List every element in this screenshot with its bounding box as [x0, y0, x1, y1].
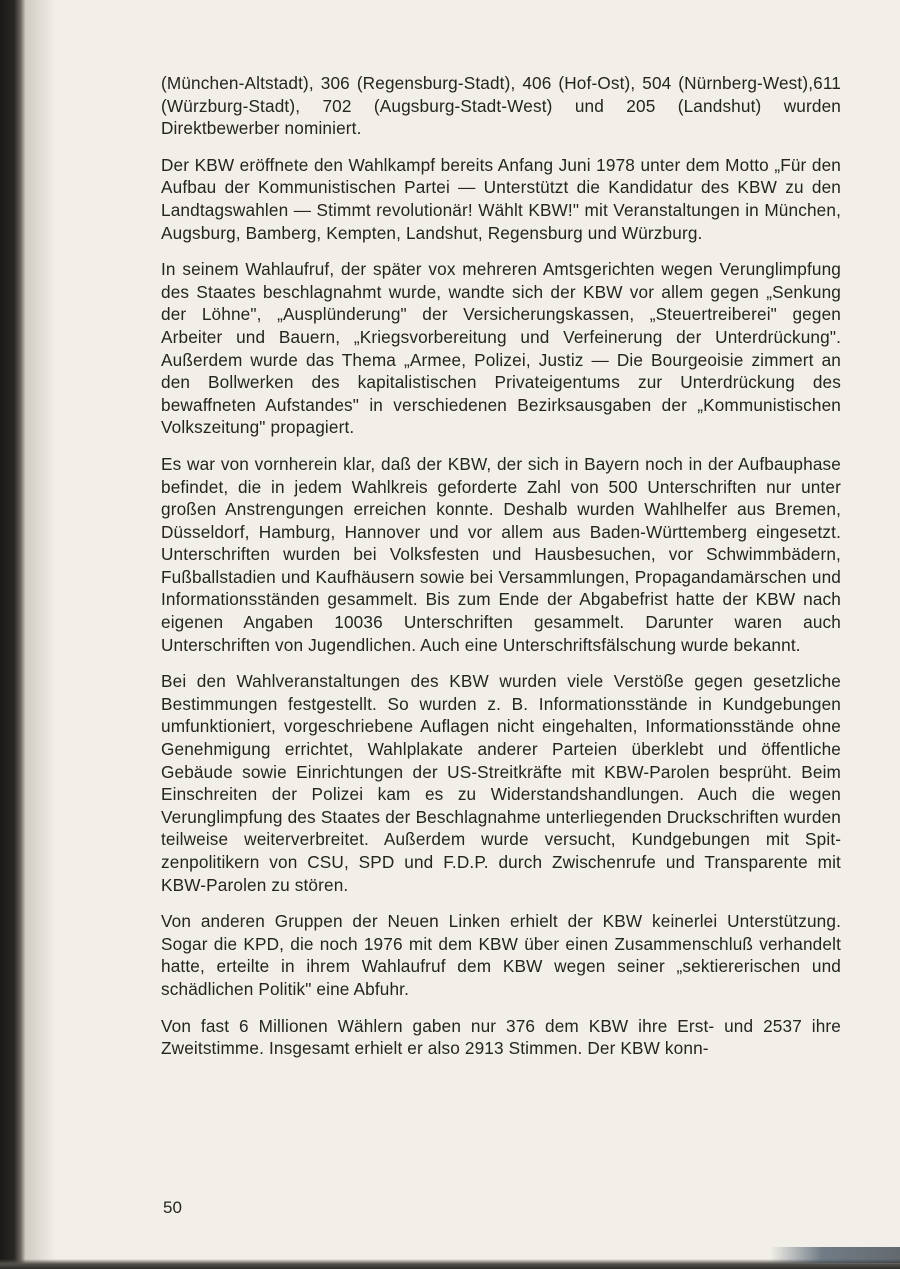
- paragraph-1: (München-Altstadt), 306 (Regensburg-Stadt), 406 (Hof-Ost), 504 (Nürnberg-West),611 (Würzburg-Stadt), 702 (Augsburg-Stadt-West) und 205 (Landshut) wurden Direktbewerber nominiert.: [161, 73, 841, 139]
- book-spine-shadow: [0, 0, 26, 1269]
- paragraph-5: Bei den Wahlveranstaltungen des KBW wurden viele Verstöße gegen gesetzliche Bestimmungen festgestellt. So wurden z. B. Informationsstände in Kundgebungen umfunktioniert, vorgeschriebene Auflagen nicht eingehalten, Informationsstände ohne Genehmigung errichtet, Wahlplakate anderer Parteien überklebt und öffentliche Gebäude sowie Einrichtungen der US-Streitkräfte mit KBW-Parolen besprüht. Beim Einschreiten der Polizei kam es zu Widerstandshandlungen. Auch die wegen Verunglimpfung des Staates der Beschlagnahme unterliegenden Druckschriften wurden teilweise weiterverbreitet. Außerdem wurde versucht, Kundgebungen mit Spitzenpolitikern von CSU, SPD und F.D.P. durch Zwischenrufe und Transparente mit KBW-Parolen zu stören.: [161, 671, 841, 895]
- scan-corner-artifact: [770, 1247, 900, 1263]
- page-bottom-edge: [0, 1259, 900, 1269]
- paragraph-2: Der KBW eröffnete den Wahlkampf bereits Anfang Juni 1978 unter dem Motto „Für den Aufbau der Kommunistischen Partei — Unterstützt die Kandidatur des KBW zu den Landtagswahlen — Stimmt revolutionär! Wählt KBW!" mit Veranstaltungen in München, Augsburg, Bamberg, Kempten, Landshut, Regensburg und Würzburg.: [161, 154, 841, 243]
- paragraph-4: Es war von vornherein klar, daß der KBW, der sich in Bayern noch in der Aufbauphase befindet, die in jedem Wahlkreis geforderte Zahl von 500 Unterschriften nur unter großen Anstrengungen erreichen konnte. Deshalb wurden Wahlhelfer aus Bremen, Düsseldorf, Hamburg, Hannover und vor allem aus Baden-Württemberg eingesetzt. Unterschriften wurden bei Volksfesten und Hausbesuchen, vor Schwimmbädern, Fußballstadien und Kaufhäusern sowie bei Versammlungen, Propagandamärschen und Informationsständen gesammelt. Bis zum Ende der Abgabefrist hatte der KBW nach eigenen Angaben 10036 Unterschriften gesammelt. Darunter waren auch Unterschriften von Jugendlichen. Auch eine Unterschriftsfälschung wurde bekannt.: [161, 453, 841, 655]
- paragraph-3: In seinem Wahlaufruf, der später vox mehreren Amtsgerichten wegen Verunglimpfung des Staates beschlagnahmt wurde, wandte sich der KBW vor allem gegen „Senkung der Löhne", „Ausplünderung" der Versicherungskassen, „Steuertreiberei" gegen Arbeiter und Bauern, „Kriegsvorbereitung und Verfeinerung der Unterdrückung". Außerdem wurde das Thema „Armee, Polizei, Justiz — Die Bourgeoisie zimmert an den Bollwerken des kapitalistischen Privateigentums zur Unterdrückung des bewaffneten Aufstandes" in verschiedenen Bezirksausgaben der „Kommunistischen Volkszeitung" propagiert.: [161, 259, 841, 438]
- body-text: [161, 72, 841, 1074]
- page-number: 50: [163, 1198, 182, 1217]
- paragraph-6: Von anderen Gruppen der Neuen Linken erhielt der KBW keinerlei Unterstützung. Sogar die KPD, die noch 1976 mit dem KBW über einen Zusammenschluß verhandelt hatte, erteilte in ihrem Wahlaufruf dem KBW wegen seiner „sektiererischen und schädlichen Politik" eine Abfuhr.: [161, 911, 841, 999]
- page-gutter-shade: [26, 0, 56, 1269]
- paragraph-7: Von fast 6 Millionen Wählern gaben nur 376 dem KBW ihre Erst- und 2537 ihre Zweitstimme. Insgesamt erhielt er also 2913 Stimmen. Der KBW konn-: [161, 1015, 841, 1059]
